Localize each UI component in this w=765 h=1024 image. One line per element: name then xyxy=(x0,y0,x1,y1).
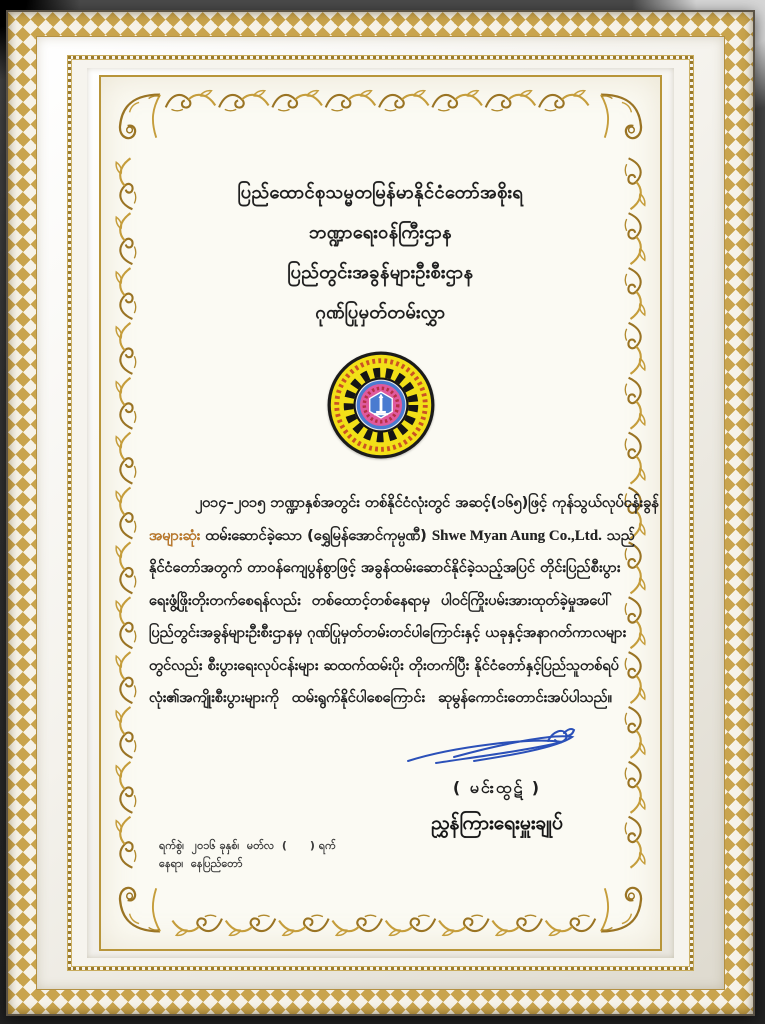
body-text-line xyxy=(149,650,619,683)
place-line: နေရာ၊ နေပြည်တော် xyxy=(159,857,243,870)
certificate-content xyxy=(101,77,660,949)
signature-ink xyxy=(402,721,592,775)
text-segment: လုံး၏အကျိုးစီးပွားများကို ထမ်းရွက်နိုင်ပါစေကြောင်း ဆုမွန်ကောင်းတောင်းအပ်ပါသည်။ xyxy=(149,690,612,706)
header-line: ပြည်ထောင်စုသမ္မတမြန်မာနိုင်ငံတော်အစိုးရ xyxy=(237,182,524,203)
text-segment: Shwe Myan Aung Co.,Ltd. xyxy=(431,527,602,544)
header-line: ပြည်တွင်းအခွန်များဦးစီးဌာန xyxy=(287,262,474,283)
certificate-header xyxy=(147,173,614,333)
seal-container xyxy=(327,351,435,459)
picture-frame-beaded-trim xyxy=(68,56,693,970)
body-text-line xyxy=(149,552,621,585)
body-text-line xyxy=(149,520,635,553)
text-segment: နိုင်ငံတော်အတွက် တာဝန်ကျေပွန်စွာဖြင့် အခွန်ထမ်းဆောင်နိုင်ခဲ့သည့်အပြင် တိုင်းပြည်စီးပွား xyxy=(149,560,621,576)
signatory-name: ( မင်းထွဋ် ) xyxy=(452,778,542,797)
text-segment: ရေးဖွံ့ဖြိုးတိုးတက်စေရန်လည်း တစ်ထောင့်တစ်နေရာမှ ပါဝင်ကြိုးပမ်းအားထုတ်ခဲ့မှုအပေါ် xyxy=(149,592,612,609)
picture-frame-white-band xyxy=(36,36,725,990)
internal-revenue-department-seal-icon xyxy=(327,351,435,459)
body-text-line xyxy=(149,682,612,715)
text-segment: တွင်လည်း စီးပွားရေးလုပ်ငန်းများ ဆထက်ထမ်းပိုး တိုးတက်ပြီး နိုင်ငံတော်နှင့်ပြည်သူတစ်ရပ် xyxy=(149,657,619,674)
picture-frame-inner-bevel xyxy=(87,68,674,958)
date-place-block xyxy=(159,837,336,873)
picture-frame-ornate-edge xyxy=(6,10,755,1016)
header-line: ဘဏ္ဍာရေးဝန်ကြီးဌာန xyxy=(309,222,452,243)
body-text-line xyxy=(149,487,659,520)
signature-block xyxy=(378,721,616,839)
text-segment: ထမ်းဆောင်ခဲ့သော (ရွှေမြန်အောင်ကုမ္ပဏီ) xyxy=(200,527,432,544)
certificate-paper xyxy=(101,77,660,949)
date-line: ရက်စွဲ၊ ၂၀၁၆ ခုနှစ်၊ မတ်လ ( ) ရက် xyxy=(159,839,336,852)
body-text-line xyxy=(149,585,612,618)
text-segment: ၂၀၁၄–၂၀၁၅ ဘဏ္ဍာနှစ်အတွင်း တစ်နိုင်ငံလုံးတွင် အဆင့်(၁၆၅)ဖြင့် ကုန်သွယ်လုပ်ငန်းခွန် xyxy=(195,495,659,511)
signatory-title: ညွှန်ကြားရေးမှူးချုပ် xyxy=(431,812,563,834)
header-line: ဂုဏ်ပြုမှတ်တမ်းလွှာ xyxy=(315,302,446,323)
text-segment: သည် xyxy=(601,527,635,544)
body-text-line xyxy=(149,617,627,650)
certificate-body-paragraph xyxy=(147,487,659,715)
text-segment: ပြည်တွင်းအခွန်များဦးစီးဌာနမှ ဂုဏ်ပြုမှတ်တမ်းတင်ပါကြောင်းနှင့် ယခုနှင့်အနာဂတ်ကာလများ xyxy=(149,625,627,641)
text-segment: အများဆုံး xyxy=(149,527,201,544)
